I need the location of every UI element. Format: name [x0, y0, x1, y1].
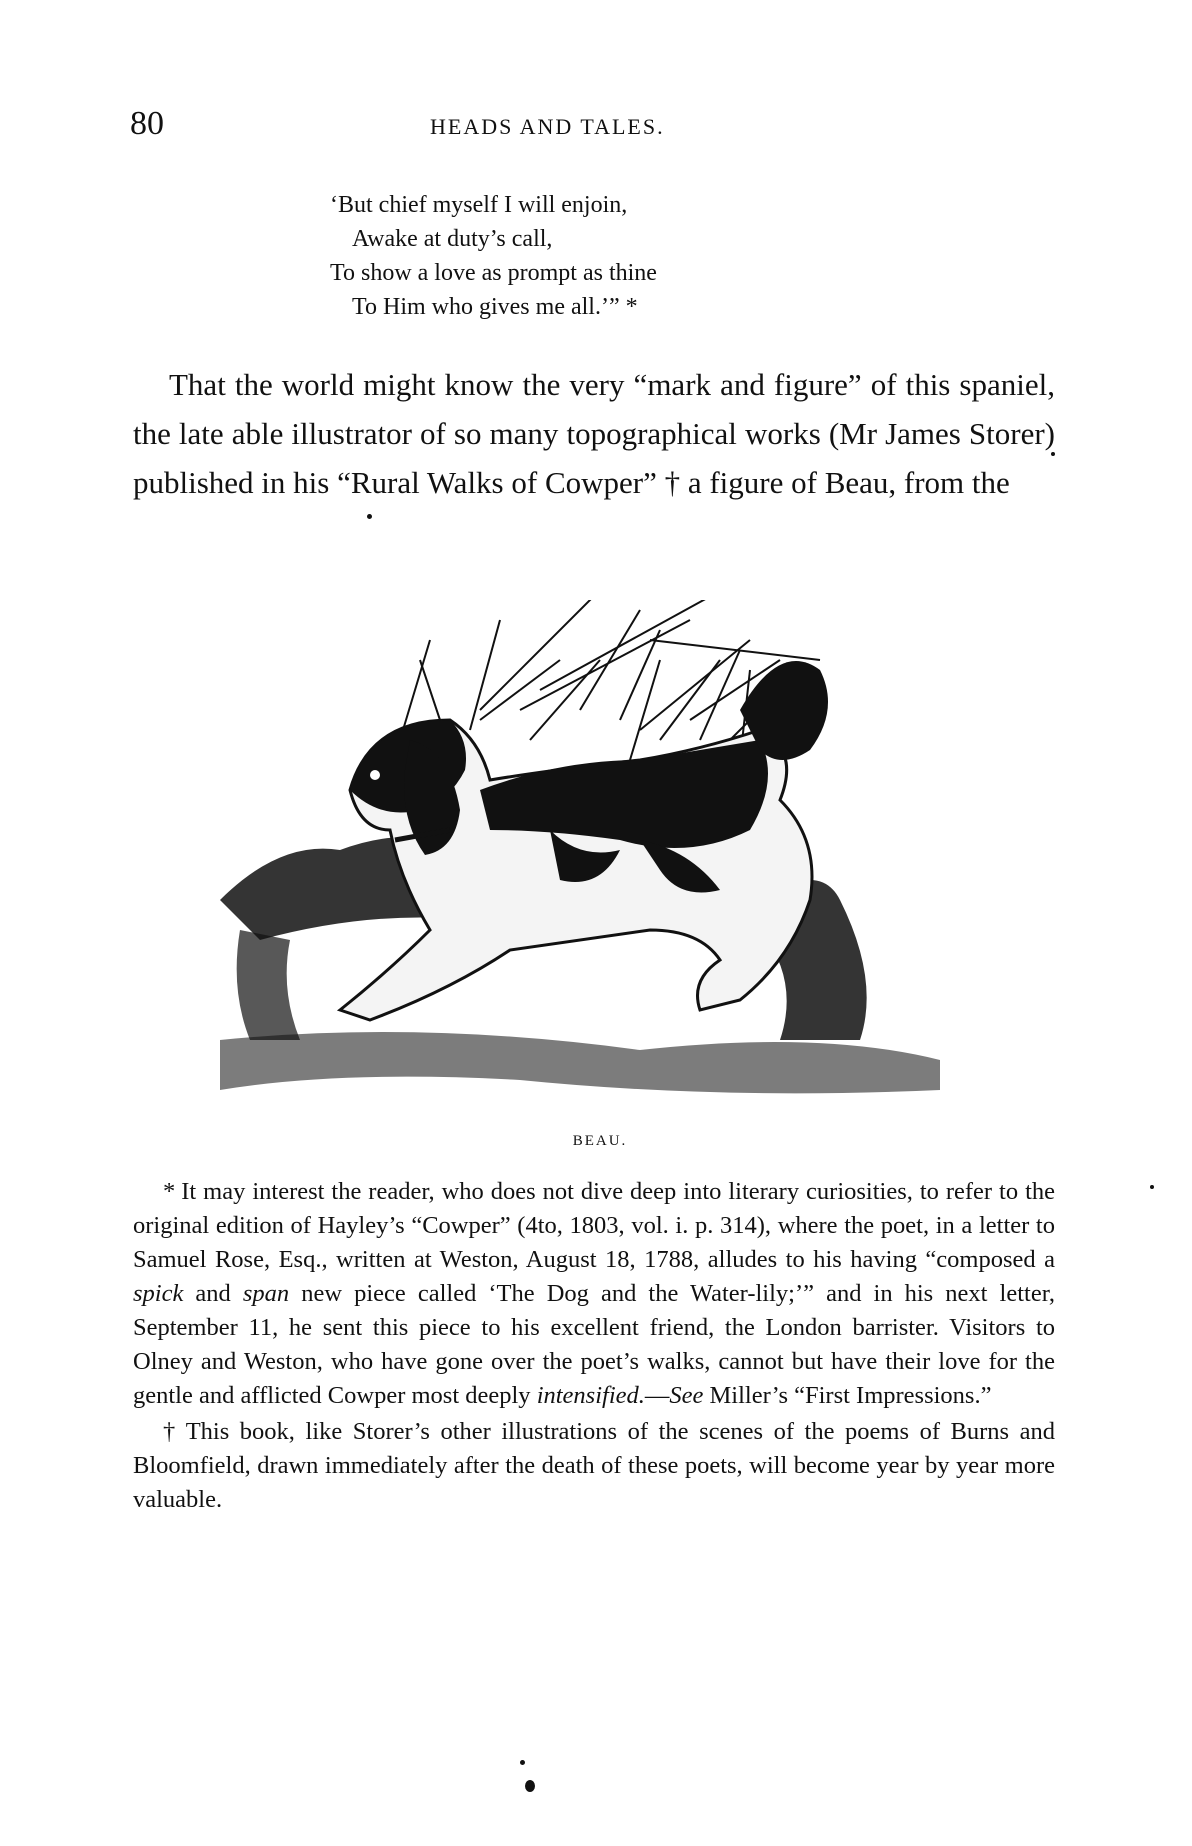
spaniel	[340, 661, 828, 1020]
footnote-italic: spick	[133, 1280, 184, 1307]
footnote-2	[133, 1415, 1055, 1517]
footnote-italic: See	[669, 1382, 704, 1409]
footnote-1	[133, 1175, 1055, 1413]
footnote-text: new piece called ‘The Dog and the Water-lily;’” and in his next letter, September 11, he sent this piece to his excellent friend, the London barrister. Visitors to Olney and Weston, who have gone over the poet’s walks, cannot but have their love for the gentle and afflicted Cowper most deeply	[133, 1280, 1056, 1409]
footnote-marker: †	[163, 1418, 180, 1445]
ink-speck	[520, 1760, 525, 1765]
poem-stanza	[330, 188, 890, 324]
ink-speck	[367, 514, 372, 519]
ink-speck	[525, 1780, 535, 1792]
footnote-text: —	[644, 1382, 670, 1409]
footnote-italic: intensified.	[536, 1382, 645, 1409]
ink-speck	[1150, 1185, 1154, 1189]
footnote-text: This book, like Storer’s other illustrations of the scenes of the poems of Burns and Bloomfield, drawn immediately after the death of these poets, will become year by year more valuable.	[133, 1418, 1056, 1513]
illustration-caption: BEAU.	[572, 1133, 628, 1149]
spaniel-engraving	[220, 600, 980, 1130]
footnote-text: and	[183, 1280, 243, 1307]
ink-speck	[1051, 452, 1055, 456]
footnote-marker: *	[163, 1178, 176, 1205]
page-number: 80	[130, 105, 164, 142]
poem-line: Awake at duty’s call,	[352, 226, 553, 252]
poem-line: To show a love as prompt as thine	[330, 260, 657, 286]
poem-line: To Him who gives me all.’” *	[352, 294, 638, 320]
footnote-text: It may interest the reader, who does not dive deep into literary curiosities, to refer to the original edition of Hayley’s “Cowper” (4to, 1803, vol. i. p. 314), where the poet, in a letter to Samuel Rose, Esq., written at Weston, August 18, 1788, alludes to his having “composed a	[133, 1178, 1055, 1273]
poem-line: ‘But chief myself I will enjoin,	[330, 192, 628, 218]
body-text	[133, 360, 1055, 507]
footnotes	[133, 1175, 1055, 1519]
footnote-text: Miller’s “First Impressions.”	[703, 1382, 992, 1409]
footnote-italic: span	[242, 1280, 290, 1307]
running-head: HEADS AND TALES.	[430, 114, 665, 139]
spaniel-engraving-drawing	[220, 600, 980, 1130]
body-paragraph: That the world might know the very “mark and figure” of this spaniel, the late able illustrator of so many topographical works (Mr James Storer) published in his “Rural Walks of Cowper” † a figure of Beau, from the	[133, 367, 1055, 500]
